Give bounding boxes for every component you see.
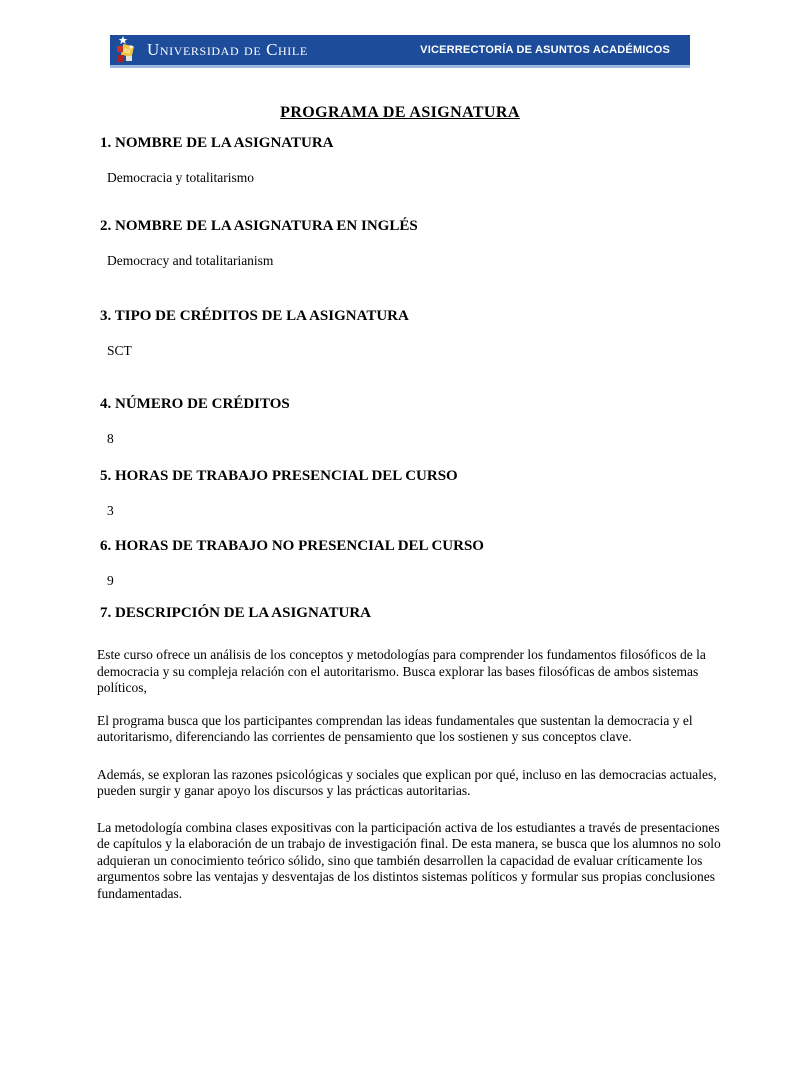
section-numero-creditos <box>97 395 730 447</box>
header-banner <box>110 35 690 68</box>
section-heading: 5. HORAS DE TRABAJO PRESENCIAL DEL CURSO <box>100 468 458 484</box>
section-heading: 7. DESCRIPCIÓN DE LA ASIGNATURA <box>100 605 372 621</box>
description-paragraph: El programa busca que los participantes comprendan las ideas fundamentales que sustentan la democracia y el autoritarismo, diferenciando las corrientes de pensamiento que los sostienen y sus conceptos clave. <box>97 712 693 744</box>
university-brand <box>115 35 308 65</box>
section-nombre-ingles <box>97 217 730 269</box>
document-content <box>97 134 730 902</box>
section-value: 8 <box>107 431 114 446</box>
document-page <box>0 35 800 1070</box>
section-heading: 4. NÚMERO DE CRÉDITOS <box>100 396 290 412</box>
section-descripcion <box>97 604 730 902</box>
section-value: 3 <box>107 503 114 518</box>
section-heading: 3. TIPO DE CRÉDITOS DE LA ASIGNATURA <box>100 308 409 324</box>
section-heading: 2. NOMBRE DE LA ASIGNATURA EN INGLÉS <box>100 218 418 234</box>
section-value: 9 <box>107 573 114 588</box>
description-paragraph: La metodología combina clases expositivas con la participación activa de los estudiantes a través de presentaciones de capítulos y la elaboración de un trabajo de investigación final. De esta manera, se busca que los alumnos no solo adquieran un conocimiento teórico sólido, sino que también desarrollen la capacidad de evaluar críticamente los argumentos sobre las ventajas y desventajas de los distintos sistemas políticos y formular sus propias conclusiones fundamentadas. <box>97 819 721 901</box>
section-heading: 1. NOMBRE DE LA ASIGNATURA <box>100 135 334 151</box>
section-horas-no-presencial <box>97 537 730 589</box>
section-value: Democracy and totalitarianism <box>107 253 274 268</box>
document-title: PROGRAMA DE ASIGNATURA <box>280 104 520 121</box>
description-paragraphs <box>97 647 730 902</box>
section-heading: 6. HORAS DE TRABAJO NO PRESENCIAL DEL CURSO <box>100 538 484 554</box>
university-name: Universidad de Chile <box>147 40 308 59</box>
department-name: VICERRECTORÍA DE ASUNTOS ACADÉMICOS <box>420 44 670 56</box>
description-paragraph: Este curso ofrece un análisis de los conceptos y metodologías para comprender los fundamentos filosóficos de la democracia y su compleja relación con el autoritarismo. Busca explorar las bases filosóficas de ambos sistemas políticos, <box>97 647 706 695</box>
section-value: SCT <box>107 343 132 358</box>
university-crest-icon <box>115 35 139 65</box>
section-nombre-asignatura <box>97 134 730 186</box>
description-paragraph: Además, se exploran las razones psicológicas y sociales que explican por qué, incluso en las democracias actuales, pueden surgir y ganar apoyo los discursos y las prácticas autoritarias. <box>97 766 717 798</box>
section-horas-presencial <box>97 467 730 519</box>
section-value: Democracia y totalitarismo <box>107 170 254 185</box>
section-tipo-creditos <box>97 307 730 359</box>
